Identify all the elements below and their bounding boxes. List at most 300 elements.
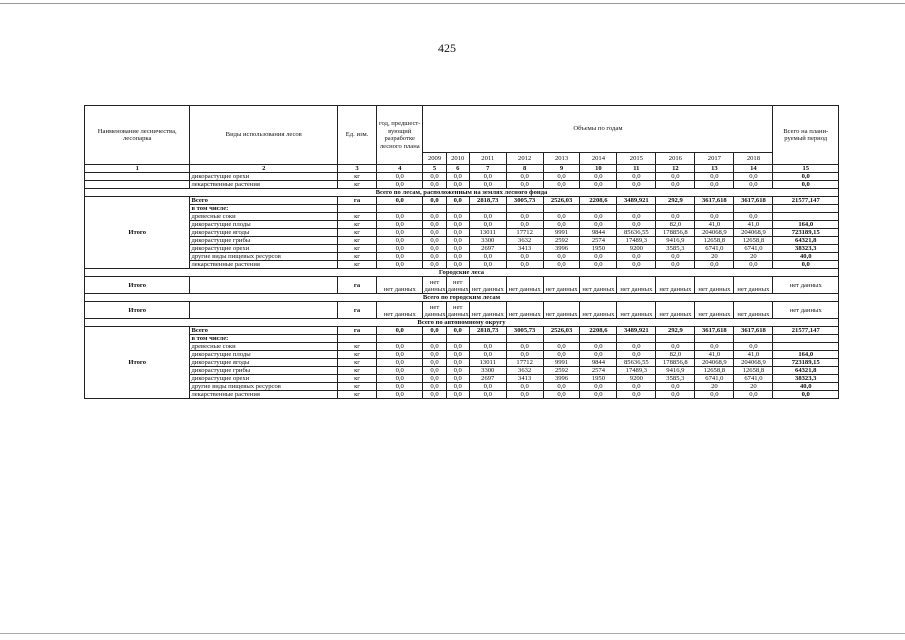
column-number-cell: 2 (190, 165, 338, 173)
table-cell: 12658,8 (695, 367, 734, 375)
row-label-cell: другие виды пищевых ресурсов (190, 383, 338, 391)
table-cell: 0,0 (377, 253, 423, 261)
no-data-cell: нет данных (543, 277, 580, 294)
table-cell: 0,0 (580, 213, 617, 221)
table-cell: 0,0 (446, 229, 469, 237)
table-cell: 9200 (617, 245, 656, 253)
table-cell: 9991 (543, 229, 580, 237)
row-label-cell: древесные соки (190, 213, 338, 221)
table-cell: 0,0 (377, 221, 423, 229)
row-label-cell: дикорастущие плоды (190, 221, 338, 229)
table-row (85, 213, 839, 221)
itogo-label: Итого (85, 327, 190, 399)
table-cell (734, 335, 773, 343)
table-cell: 0,0 (446, 197, 469, 205)
table-cell: 0,0 (656, 383, 695, 391)
table-cell (423, 335, 446, 343)
table-cell: 0,0 (423, 327, 446, 335)
year-header-cell: 2012 (506, 153, 543, 165)
table-cell: 0,0 (543, 261, 580, 269)
table-cell: 0,0 (446, 327, 469, 335)
table-cell: кг (338, 367, 377, 375)
no-data-cell: нет данных (580, 277, 617, 294)
table-cell (506, 335, 543, 343)
table-cell: 0,0 (543, 351, 580, 359)
table-cell: 82,0 (656, 221, 695, 229)
table-cell: 0,0 (617, 213, 656, 221)
year-header-cell: 2014 (580, 153, 617, 165)
table-cell: 0,0 (580, 391, 617, 399)
column-number-cell: 13 (695, 165, 734, 173)
table-row (85, 375, 839, 383)
table-cell: 2697 (469, 375, 506, 383)
table-cell: 64321,8 (773, 237, 839, 245)
table-cell: 3005,73 (506, 197, 543, 205)
table-cell (85, 173, 190, 181)
table-cell: 0,0 (469, 343, 506, 351)
header-volumes: Объемы по годам (423, 106, 773, 153)
row-label-cell: Всего (190, 197, 338, 205)
table-cell: 20 (734, 253, 773, 261)
table-cell: га (338, 197, 377, 205)
table-cell: 0,0 (734, 173, 773, 181)
table-cell: 0,0 (580, 253, 617, 261)
table-cell (469, 335, 506, 343)
section-title: Всего по лесам, расположенным на землях лесного фонда (85, 189, 839, 197)
column-number-cell: 12 (656, 165, 695, 173)
row-label-cell: дикорастущие плоды (190, 351, 338, 359)
table-cell: 2592 (543, 367, 580, 375)
row-label-cell: дикорастущие орехи (190, 375, 338, 383)
table-row (85, 221, 839, 229)
table-cell: 0,0 (506, 213, 543, 221)
table-cell: 0,0 (656, 343, 695, 351)
table-cell: 17489,3 (617, 367, 656, 375)
table-cell: 1950 (580, 245, 617, 253)
table-cell (773, 343, 839, 351)
table-cell: 3413 (506, 375, 543, 383)
table-cell: 0,0 (617, 351, 656, 359)
table-cell: 0,0 (423, 253, 446, 261)
table-cell: 85636,55 (617, 229, 656, 237)
table-cell: 0,0 (695, 391, 734, 399)
no-data-row (85, 277, 839, 294)
table-cell: 3005,73 (506, 327, 543, 335)
table-cell: 0,0 (377, 261, 423, 269)
table-cell: 17712 (506, 359, 543, 367)
table-cell: 41,0 (695, 221, 734, 229)
table-cell: 0,0 (446, 383, 469, 391)
no-data-cell: нет данных (734, 277, 773, 294)
table-cell: 0,0 (617, 383, 656, 391)
no-data-cell: нет данных (656, 302, 695, 319)
table-cell: 0,0 (656, 391, 695, 399)
table-row (85, 351, 839, 359)
table-cell: 204068,9 (695, 229, 734, 237)
table-cell (85, 181, 190, 189)
table-cell (377, 205, 423, 213)
table-cell: кг (338, 245, 377, 253)
no-data-cell: нет данных (446, 277, 469, 294)
table-cell: 0,0 (656, 181, 695, 189)
table-cell: кг (338, 375, 377, 383)
table-cell: 0,0 (377, 375, 423, 383)
table-cell: 0,0 (377, 359, 423, 367)
no-data-cell: нет данных (543, 302, 580, 319)
row-label-cell: Всего (190, 327, 338, 335)
header-type: Виды использования лесов (190, 106, 338, 165)
no-data-cell: нет данных (423, 277, 446, 294)
section-title-row (85, 269, 839, 277)
table-cell: 6741,0 (695, 245, 734, 253)
table-cell: 178856,8 (656, 359, 695, 367)
table-cell (617, 335, 656, 343)
table-cell: 292,9 (656, 327, 695, 335)
table-cell: 0,0 (580, 261, 617, 269)
table-cell: кг (338, 181, 377, 189)
section-title: Всего по городским лесам (85, 294, 839, 302)
table-row (85, 237, 839, 245)
table-cell: 0,0 (580, 383, 617, 391)
no-data-cell: нет данных (773, 277, 839, 294)
row-label-cell: лекарственные растения (190, 391, 338, 399)
table-cell: кг (338, 237, 377, 245)
table-row (85, 359, 839, 367)
table-cell: 2574 (580, 237, 617, 245)
column-number-cell: 15 (773, 165, 839, 173)
no-data-cell: нет данных (469, 277, 506, 294)
row-label-cell: дикорастущие орехи (190, 173, 338, 181)
table-cell: 0,0 (423, 359, 446, 367)
table-cell: 6741,0 (734, 375, 773, 383)
table-cell: 0,0 (423, 173, 446, 181)
table-cell: 0,0 (506, 173, 543, 181)
table-cell: 0,0 (543, 213, 580, 221)
table-cell: 3489,921 (617, 197, 656, 205)
table-row (85, 391, 839, 399)
table-cell: 0,0 (423, 343, 446, 351)
header-unit: Ед. изм. (338, 106, 377, 165)
table-cell: 12658,8 (734, 367, 773, 375)
table-cell (656, 205, 695, 213)
table-cell: кг (338, 253, 377, 261)
table-cell: 3632 (506, 367, 543, 375)
table-cell: 0,0 (506, 343, 543, 351)
table-cell: 3617,618 (695, 197, 734, 205)
table-cell: 2208,6 (580, 327, 617, 335)
no-data-cell: нет данных (423, 302, 446, 319)
table-cell: 204068,9 (734, 229, 773, 237)
table-cell: 6741,0 (695, 375, 734, 383)
table-cell: 3300 (469, 367, 506, 375)
table-cell: 3489,921 (617, 327, 656, 335)
table-cell: 0,0 (423, 391, 446, 399)
table-cell: 0,0 (773, 261, 839, 269)
table-cell: 6741,0 (734, 245, 773, 253)
table-cell: 0,0 (423, 213, 446, 221)
column-number-cell: 10 (580, 165, 617, 173)
itogo-label: Итого (85, 277, 190, 294)
table-cell: 0,0 (377, 237, 423, 245)
table-cell (423, 205, 446, 213)
table-cell (580, 335, 617, 343)
table-cell: 0,0 (423, 229, 446, 237)
table-cell: 0,0 (377, 229, 423, 237)
table-cell: 0,0 (543, 173, 580, 181)
table-cell: 0,0 (446, 173, 469, 181)
itogo-label: Итого (85, 197, 190, 269)
table-cell: 40,0 (773, 253, 839, 261)
unit-cell: га (338, 277, 377, 294)
table-row (85, 229, 839, 237)
table-cell: 2526,03 (543, 327, 580, 335)
table-cell: 0,0 (734, 213, 773, 221)
column-number-cell: 1 (85, 165, 190, 173)
table-cell: 82,0 (656, 351, 695, 359)
table-cell: 0,0 (423, 367, 446, 375)
table-cell: 0,0 (469, 173, 506, 181)
table-cell: 3996 (543, 245, 580, 253)
table-cell: 2818,73 (469, 327, 506, 335)
column-number-cell: 4 (377, 165, 423, 173)
table-row (85, 197, 839, 205)
table-cell (446, 335, 469, 343)
table-cell: 0,0 (377, 181, 423, 189)
table-cell: 13011 (469, 229, 506, 237)
table-cell: 0,0 (773, 173, 839, 181)
table-cell (469, 205, 506, 213)
row-label-cell: другие виды пищевых ресурсов (190, 253, 338, 261)
row-label-cell: дикорастущие ягоды (190, 229, 338, 237)
table-cell: 0,0 (377, 367, 423, 375)
table-cell: кг (338, 351, 377, 359)
table-row (85, 327, 839, 335)
table-cell: 0,0 (377, 245, 423, 253)
table-cell: 0,0 (423, 245, 446, 253)
table-cell: 0,0 (580, 351, 617, 359)
table-cell: 0,0 (506, 391, 543, 399)
table-cell: 2592 (543, 237, 580, 245)
table-cell: 0,0 (423, 181, 446, 189)
table-cell: 20 (695, 383, 734, 391)
table-row (85, 205, 839, 213)
table-cell: 3585,3 (656, 375, 695, 383)
table-cell: 0,0 (617, 221, 656, 229)
table-cell: 3300 (469, 237, 506, 245)
forest-use-volumes-table (84, 105, 839, 399)
table-cell (543, 335, 580, 343)
table-cell: 3996 (543, 375, 580, 383)
table-cell: 0,0 (734, 261, 773, 269)
table-cell: 0,0 (734, 391, 773, 399)
table-cell: кг (338, 173, 377, 181)
table-cell: 0,0 (617, 181, 656, 189)
table-cell: 21577,147 (773, 327, 839, 335)
table-cell: 2208,6 (580, 197, 617, 205)
table-cell (656, 335, 695, 343)
table-cell: 40,0 (773, 383, 839, 391)
table-cell: 0,0 (580, 221, 617, 229)
table-cell: 0,0 (423, 383, 446, 391)
table-cell: 0,0 (446, 237, 469, 245)
table-cell: 0,0 (469, 351, 506, 359)
row-label-cell: в том числе: (190, 335, 338, 343)
table-cell (695, 335, 734, 343)
table-cell: 0,0 (773, 391, 839, 399)
table-row (85, 367, 839, 375)
table-cell: 13011 (469, 359, 506, 367)
table-cell: 0,0 (543, 383, 580, 391)
table-cell: 0,0 (423, 221, 446, 229)
column-number-cell: 3 (338, 165, 377, 173)
table-cell: 2818,73 (469, 197, 506, 205)
section-title: Городские леса (85, 269, 839, 277)
table-cell: 9200 (617, 375, 656, 383)
table-cell: 41,0 (734, 221, 773, 229)
table-cell: 164,0 (773, 221, 839, 229)
table-cell: кг (338, 343, 377, 351)
no-data-cell: нет данных (656, 277, 695, 294)
table-cell: 0,0 (377, 391, 423, 399)
table-cell: 20 (695, 253, 734, 261)
table-cell: 3413 (506, 245, 543, 253)
table-cell: кг (338, 221, 377, 229)
table-cell: 164,0 (773, 351, 839, 359)
table-cell: 0,0 (469, 181, 506, 189)
table-cell: кг (338, 213, 377, 221)
table-cell: 17489,3 (617, 237, 656, 245)
table-cell: кг (338, 261, 377, 269)
no-data-cell: нет данных (695, 277, 734, 294)
table-cell: 0,0 (446, 343, 469, 351)
table-cell: 0,0 (446, 221, 469, 229)
table-cell: 0,0 (446, 391, 469, 399)
table-cell: 0,0 (446, 261, 469, 269)
top-edge-line (0, 3, 905, 4)
table-cell: 0,0 (580, 173, 617, 181)
no-data-row (85, 302, 839, 319)
table-cell: 9844 (580, 359, 617, 367)
table-cell: 0,0 (506, 181, 543, 189)
table-cell: 0,0 (695, 261, 734, 269)
header-prev-year: год, предшест-вующий разработке лесного плана (377, 106, 423, 165)
table-cell: кг (338, 383, 377, 391)
table-cell: 0,0 (617, 391, 656, 399)
table-cell: 0,0 (377, 173, 423, 181)
table-cell: 21577,147 (773, 197, 839, 205)
table-cell (773, 205, 839, 213)
table-cell: 0,0 (377, 327, 423, 335)
table-cell: 0,0 (695, 181, 734, 189)
table-cell: 0,0 (423, 351, 446, 359)
column-number-cell: 9 (543, 165, 580, 173)
table-cell: 0,0 (469, 213, 506, 221)
table-cell (773, 335, 839, 343)
table-cell: 9416,9 (656, 367, 695, 375)
table-cell: 0,0 (446, 181, 469, 189)
table-cell: 0,0 (469, 391, 506, 399)
table-cell: 0,0 (773, 181, 839, 189)
table-cell: 2526,03 (543, 197, 580, 205)
no-data-cell: нет данных (695, 302, 734, 319)
table-cell (773, 213, 839, 221)
table-cell: 0,0 (656, 253, 695, 261)
header-forestry: Наименование лесничества, лесопарка (85, 106, 190, 165)
no-data-cell: нет данных (446, 302, 469, 319)
page-number: 425 (438, 41, 456, 55)
table-cell: 0,0 (506, 383, 543, 391)
no-data-cell: нет данных (617, 277, 656, 294)
table-cell: 3632 (506, 237, 543, 245)
table-cell: 38323,3 (773, 375, 839, 383)
table-cell: 0,0 (734, 343, 773, 351)
table-row (85, 261, 839, 269)
table-cell: 0,0 (734, 181, 773, 189)
year-header-cell: 2016 (656, 153, 695, 165)
no-data-cell: нет данных (617, 302, 656, 319)
table-cell (446, 205, 469, 213)
no-data-cell: нет данных (773, 302, 839, 319)
table-cell (617, 205, 656, 213)
table-cell: 0,0 (580, 181, 617, 189)
table-cell (338, 205, 377, 213)
no-data-cell: нет данных (734, 302, 773, 319)
table-cell: кг (338, 359, 377, 367)
table-cell: 9991 (543, 359, 580, 367)
table-cell: 0,0 (446, 359, 469, 367)
table-cell: 292,9 (656, 197, 695, 205)
itogo-label: Итого (85, 302, 190, 319)
row-label-cell: дикорастущие орехи (190, 245, 338, 253)
column-number-cell: 5 (423, 165, 446, 173)
table-cell: 0,0 (506, 253, 543, 261)
table-cell (580, 205, 617, 213)
table-cell: 723189,15 (773, 229, 839, 237)
section-title-row (85, 294, 839, 302)
table-cell: кг (338, 391, 377, 399)
table-cell: 0,0 (617, 343, 656, 351)
table-cell: га (338, 327, 377, 335)
table-cell: 9416,9 (656, 237, 695, 245)
bottom-edge-line (0, 633, 905, 634)
table-cell: 0,0 (469, 383, 506, 391)
row-label-cell: в том числе: (190, 205, 338, 213)
table-cell: 0,0 (377, 351, 423, 359)
no-data-cell: нет данных (506, 277, 543, 294)
table-cell: 0,0 (377, 343, 423, 351)
table-cell: 0,0 (446, 253, 469, 261)
table-cell: 2697 (469, 245, 506, 253)
no-data-cell: нет данных (506, 302, 543, 319)
year-header-cell: 2015 (617, 153, 656, 165)
row-label-cell: дикорастущие грибы (190, 237, 338, 245)
year-header-cell: 2013 (543, 153, 580, 165)
table-cell: 12658,8 (734, 237, 773, 245)
table-row (85, 343, 839, 351)
table-row (85, 335, 839, 343)
table-row (85, 181, 839, 189)
table-cell: 0,0 (377, 197, 423, 205)
table-cell: 0,0 (469, 221, 506, 229)
table-cell (695, 205, 734, 213)
table-cell (734, 205, 773, 213)
header-row (85, 106, 839, 153)
year-header-cell: 2009 (423, 153, 446, 165)
table-cell: 204068,9 (695, 359, 734, 367)
unit-cell: га (338, 302, 377, 319)
table-cell (190, 277, 338, 294)
no-data-cell: нет данных (469, 302, 506, 319)
